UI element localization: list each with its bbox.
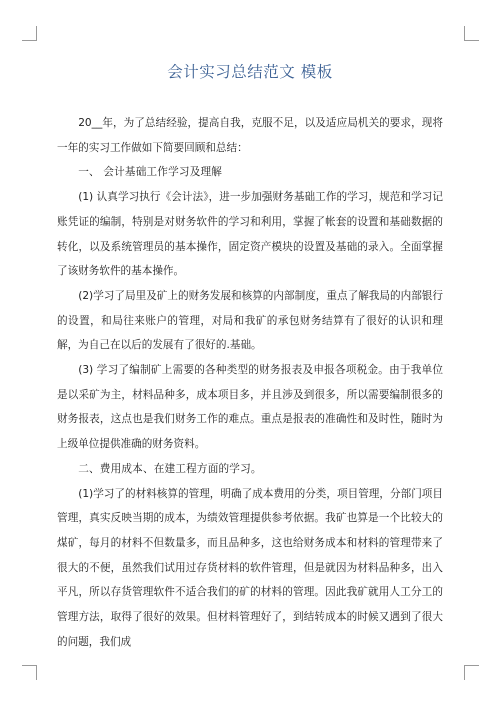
document-body bbox=[57, 111, 443, 654]
intro-paragraph: 20__年，为了总结经验，提高自我，克服不足，以及适应局机关的要求，现将一年的实习工作做如下简要回顾和总结： bbox=[57, 117, 443, 154]
document-title: 会计实习总结范文 模板 bbox=[167, 63, 333, 81]
body-paragraph: (3) 学习了编制矿上需要的各种类型的财务报表及申报各项税金。由于我单位是以采矿为主，材料品种多，成本项目多，并且涉及到很多，所以需要编制很多的财务报表，这点也是我们财务工作的难点。重点是报表的准确性和及时性，随时为上级单位提供准确的财务资料。 bbox=[57, 364, 443, 451]
crop-mark-top-right bbox=[464, 26, 479, 41]
crop-mark-top-left bbox=[22, 26, 37, 41]
section-heading-2: 二、费用成本、在建工程方面的学习。 bbox=[78, 462, 262, 475]
crop-mark-bottom-right bbox=[464, 665, 479, 680]
body-paragraph: (1)学习了的材料核算的管理，明确了成本费用的分类，项目管理，分部门项目管理，真实反映当期的成本，为绩效管理提供参考依据。我矿也算是一个比较大的煤矿，每月的材料不但数量多，而且品种多，这也给财务成本和材料的管理带来了很大的不便，虽然我们试用过存货材料的软件管理，但是就因为材料品种多，出入平凡，所以存货管理软件不适合我们的矿的材料的管理。因此我矿就用人工分工的管理方法，取得了很好的效果。但材料管理好了，到结转成本的时候又遇到了很大的问题，我们成 bbox=[57, 487, 443, 648]
section-heading-1: 一、 会计基础工作学习及理解 bbox=[78, 166, 223, 179]
crop-mark-bottom-left bbox=[22, 665, 37, 680]
body-paragraph: (2)学习了局里及矿上的财务发展和核算的内部制度，重点了解我局的内部银行的设置，和局往来账户的管理，对局和我矿的承包财务结算有了很好的认识和理解，为自己在以后的发展有了很好的.基础。 bbox=[57, 289, 443, 352]
body-paragraph: (1) 认真学习执行《会计法》，进一步加强财务基础工作的学习，规范和学习记账凭证的编制，特别是对财务软件的学习和利用，掌握了帐套的设置和基础数据的转化，以及系统管理员的基本操作，固定资产模块的设置及基础的录入。全面掌握了该财务软件的基本操作。 bbox=[57, 191, 443, 278]
